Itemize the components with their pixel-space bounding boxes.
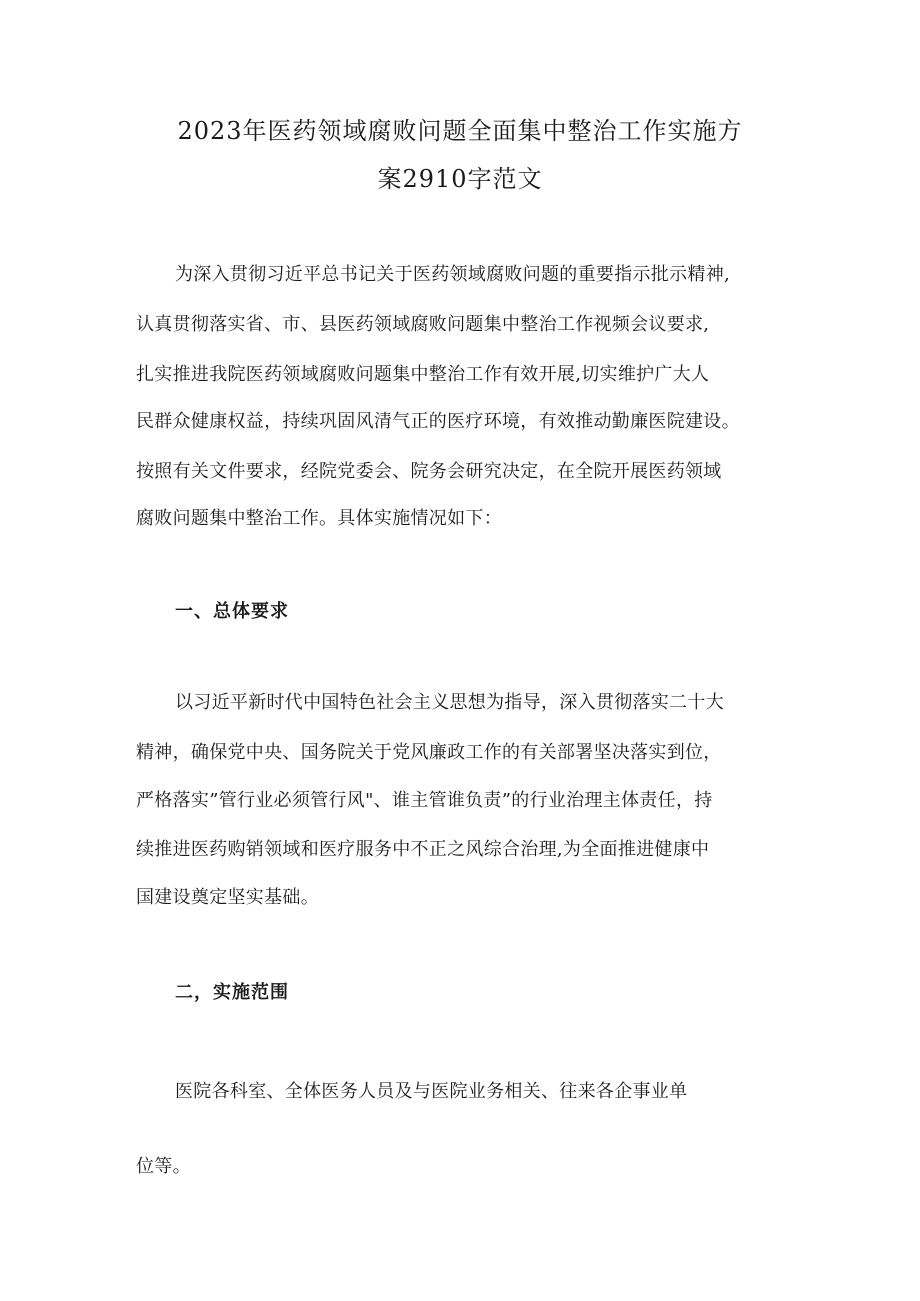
document-title-line-1: 2023年医药领域腐败问题全面集中整治工作实施方	[177, 117, 743, 145]
section-2-line: 医院各科室、全体医务人员及与医院业务相关、往来各企事业单	[175, 1081, 688, 1102]
intro-line: 按照有关文件要求，经院党委会、院务会研究决定，在全院开展医药领域	[136, 461, 722, 482]
section-1-line: 严格落实”管行业必须管行风"、谁主管谁负责”的行业治理主体责任，持	[136, 790, 713, 811]
intro-line: 认真贯彻落实省、市、县医药领域腐败问题集中整治工作视频会议要求,	[136, 314, 710, 335]
intro-line: 腐败问题集中整治工作。具体实施情况如下：	[136, 508, 502, 529]
section-1-line: 精神，确保党中央、国务院关于党风廉政工作的有关部署坚决落实到位，	[136, 742, 722, 763]
section-2-line: 位等。	[136, 1156, 191, 1177]
section-1-line: 国建设奠定坚实基础。	[136, 887, 319, 908]
section-1-line: 续推进医药购销领域和医疗服务中不正之风综合治理,为全面推进健康中	[136, 839, 710, 860]
section-2-heading: 二，实施范围	[175, 982, 289, 1003]
intro-line: 为深入贯彻习近平总书记关于医药领域腐败问题的重要指示批示精神,	[175, 264, 731, 285]
intro-line: 扎实推进我院医药领域腐败问题集中整治工作有效开展,切实维护广大人	[136, 364, 710, 385]
intro-line: 民群众健康权益，持续巩固风清气正的医疗环境，有效推动勤廉医院建设。	[136, 411, 740, 432]
section-1-heading: 一、总体要求	[175, 601, 289, 622]
document-title-line-2: 案2910字范文	[377, 165, 543, 193]
section-1-line: 以习近平新时代中国特色社会主义思想为指导，深入贯彻落实二十大	[175, 692, 724, 713]
